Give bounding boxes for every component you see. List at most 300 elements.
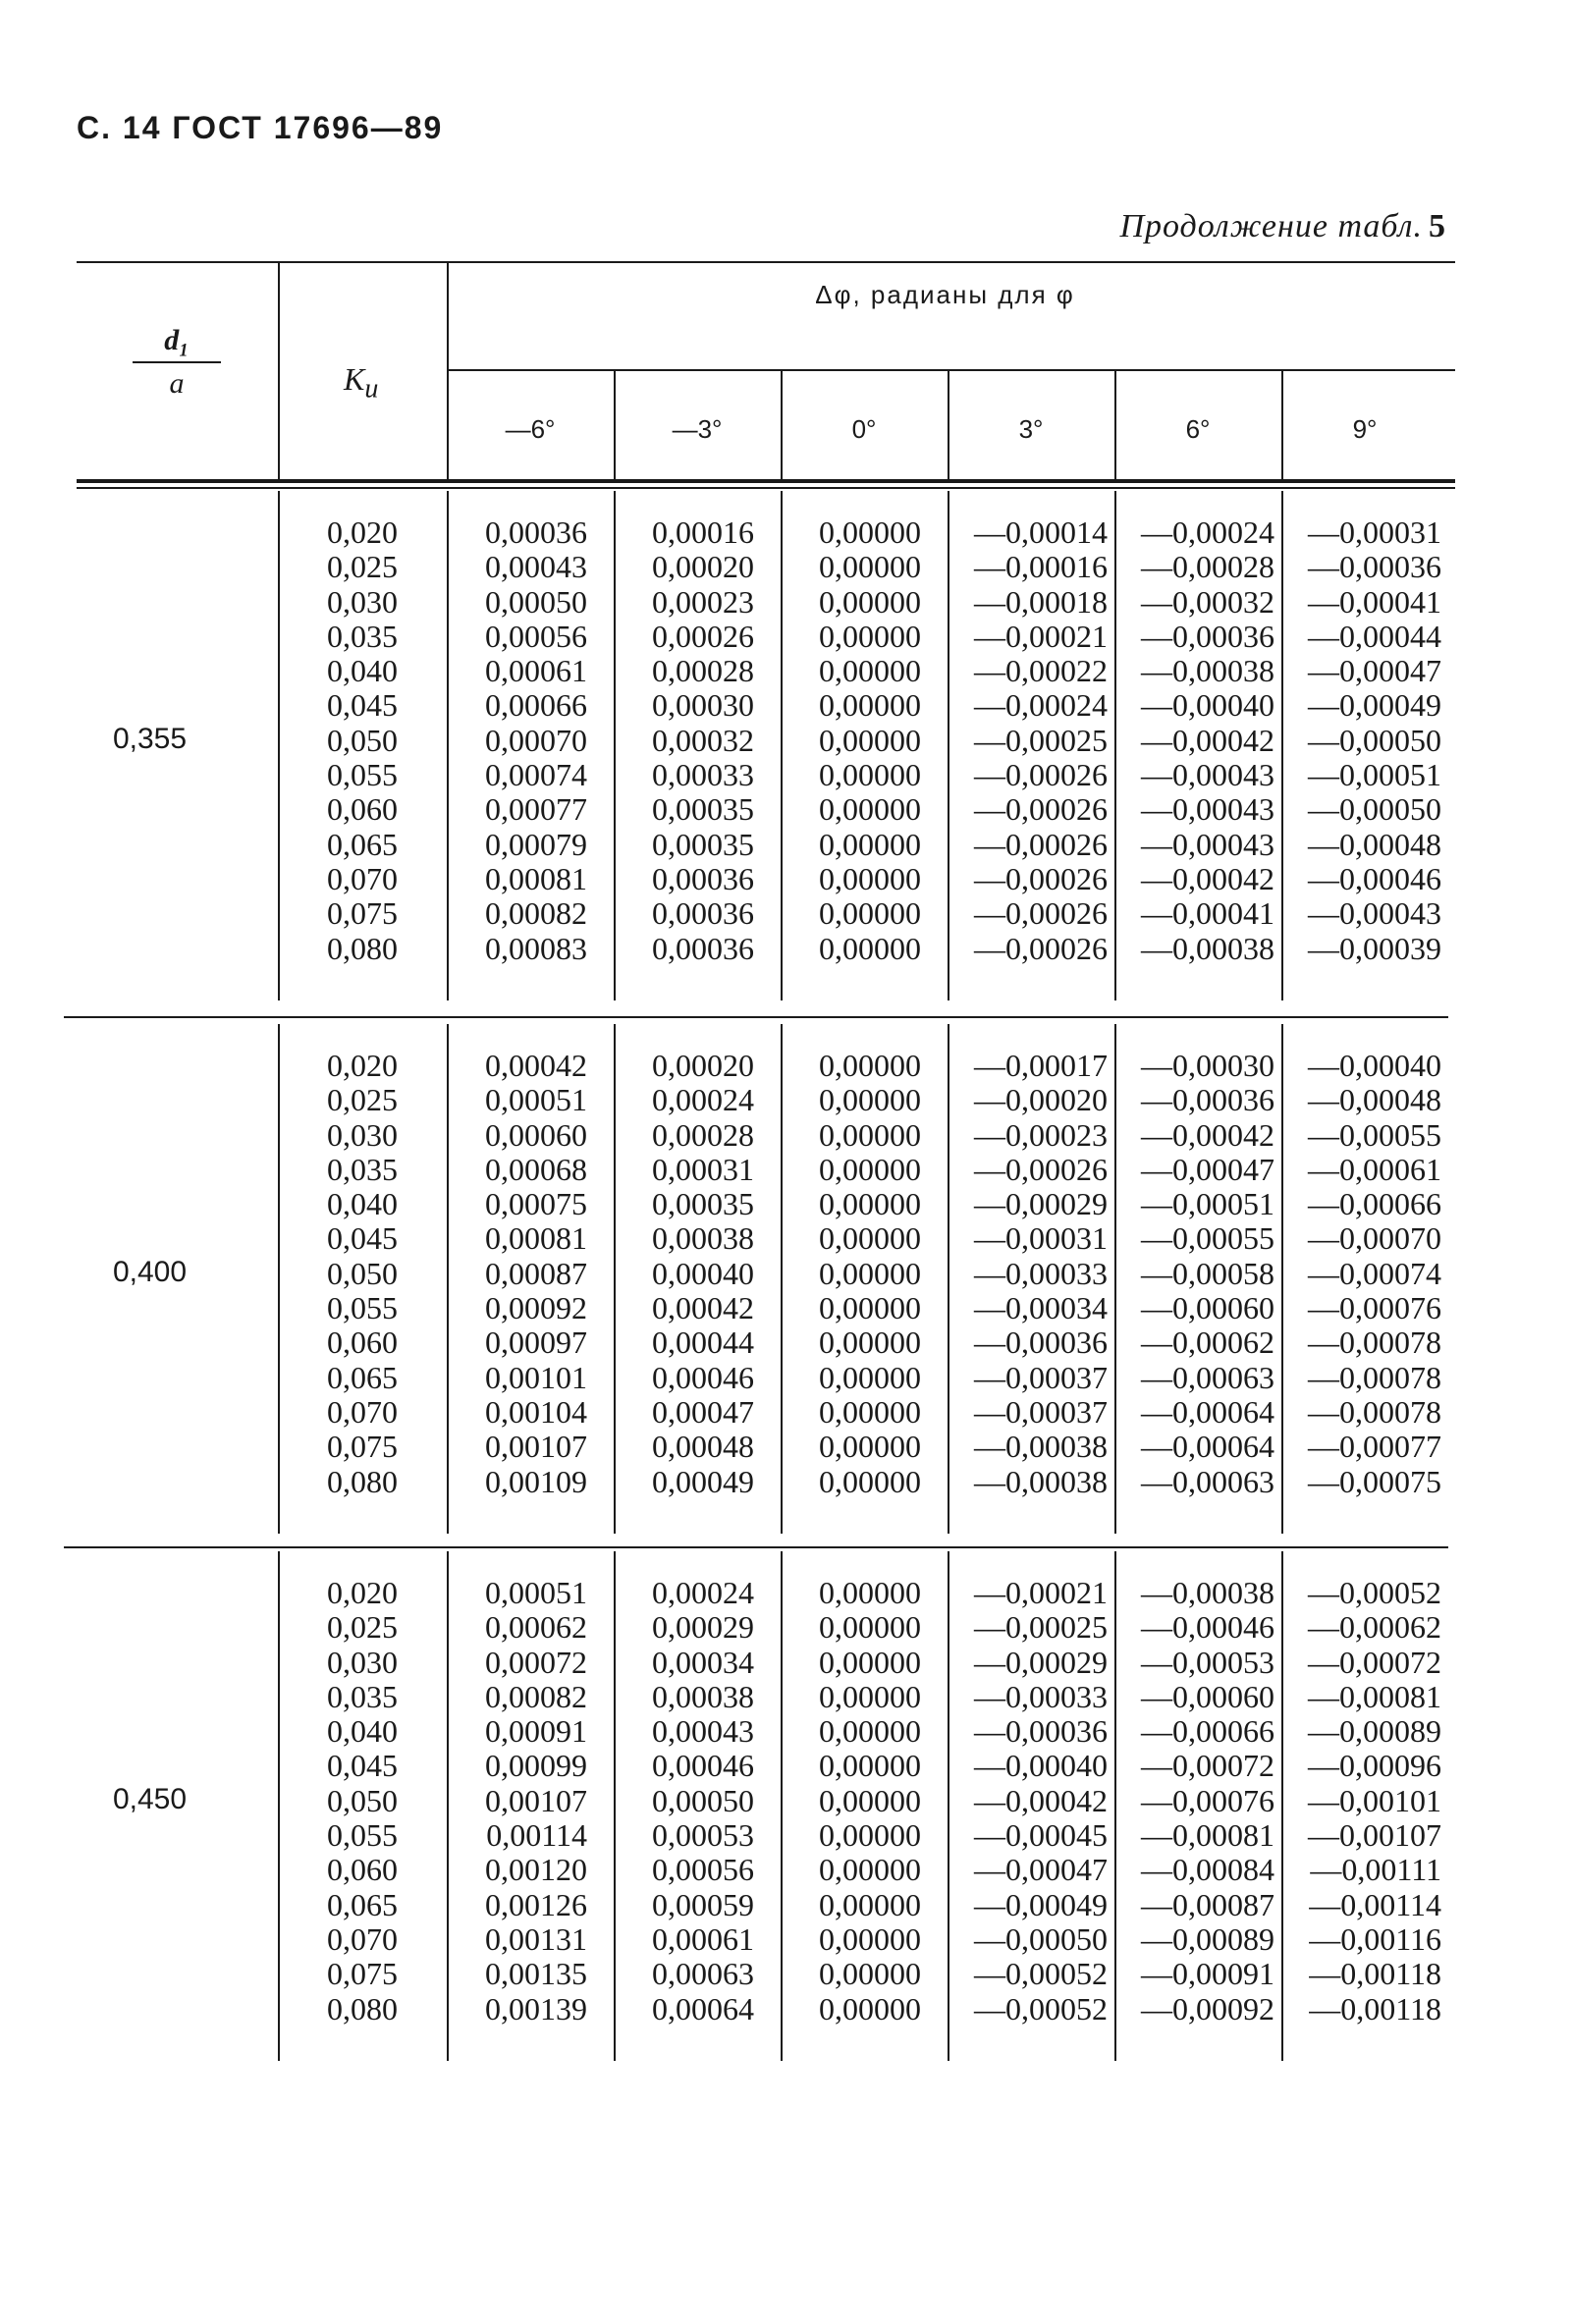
table-cell: 0,00036 (485, 514, 587, 550)
table-cell: —0,00043 (1141, 826, 1274, 862)
column-divider (447, 1551, 449, 2061)
table-cell: —0,00063 (1141, 1359, 1274, 1395)
delta-column (485, 1576, 587, 2027)
table-top-rule (77, 261, 1455, 263)
delta-column (652, 1049, 754, 1499)
table-cell: —0,00025 (974, 722, 1108, 758)
table-cell: 0,00000 (819, 1048, 921, 1083)
table-cell: —0,00024 (1141, 514, 1274, 550)
column-divider (781, 1551, 783, 2061)
table-cell: 0,040 (327, 653, 398, 689)
table-cell: —0,00070 (1308, 1220, 1441, 1257)
table-cell: —0,00118 (1309, 1956, 1441, 1992)
table-cell: 0,030 (327, 1644, 398, 1680)
table-cell: —0,00025 (974, 1609, 1108, 1646)
section-divider (278, 1551, 280, 2061)
table-cell: 0,070 (327, 1920, 398, 1957)
table-cell: —0,00101 (1308, 1782, 1441, 1818)
table-cell: —0,00053 (1141, 1644, 1274, 1680)
table-cell: —0,00044 (1308, 618, 1441, 654)
d1-over-a-value: 0,450 (112, 1783, 188, 1816)
table-cell: —0,00047 (974, 1852, 1108, 1888)
table-cell: 0,040 (327, 1186, 398, 1222)
table-cell: —0,00041 (1308, 583, 1441, 620)
delta-column (819, 515, 921, 966)
table-cell: —0,00014 (974, 514, 1108, 550)
table-cell: 0,00000 (819, 860, 921, 896)
table-cell: —0,00026 (974, 895, 1108, 932)
table-cell: 0,00024 (652, 1575, 754, 1610)
table-cell: 0,00107 (485, 1782, 587, 1818)
table-cell: —0,00066 (1141, 1713, 1274, 1750)
table-cell: 0,00000 (819, 757, 921, 793)
table-cell: —0,00051 (1308, 757, 1441, 793)
table-cell: 0,020 (327, 1575, 398, 1610)
table-cell: 0,00000 (819, 895, 921, 932)
table-cell: 0,00000 (819, 722, 921, 758)
table-cell: 0,00000 (819, 791, 921, 828)
table-cell: —0,00029 (974, 1644, 1108, 1680)
table-cell: 0,00000 (819, 1220, 921, 1257)
table-cell: 0,00000 (819, 1920, 921, 1957)
phi-header-9: 9° (1352, 414, 1378, 444)
table-cell: —0,00049 (974, 1886, 1108, 1922)
table-cell: 0,065 (327, 1886, 398, 1922)
table-cell: 0,030 (327, 583, 398, 620)
table-cell: 0,040 (327, 1713, 398, 1750)
table-cell: 0,00035 (652, 791, 754, 828)
d1-over-a-value: 0,400 (112, 1256, 188, 1289)
table-cell: 0,00040 (652, 1255, 754, 1291)
table-cell: —0,00049 (1308, 687, 1441, 724)
table-cell: —0,00064 (1141, 1393, 1274, 1430)
table-cell: —0,00066 (1308, 1186, 1441, 1222)
header-bottom-rule (77, 479, 1455, 483)
table-cell: 0,060 (327, 791, 398, 828)
table-continuation-label (1119, 208, 1446, 245)
table-cell: —0,00051 (1141, 1186, 1274, 1222)
table-cell: 0,00000 (819, 1713, 921, 1750)
table-cell: 0,00024 (652, 1082, 754, 1118)
table-cell: 0,00000 (819, 1782, 921, 1818)
table-cell: 0,00000 (819, 1324, 921, 1361)
table-cell: —0,00038 (974, 1429, 1108, 1465)
column-divider (614, 1551, 616, 2061)
table-cell: 0,00056 (485, 618, 587, 654)
table-cell: —0,00038 (1141, 930, 1274, 966)
column-divider (447, 1024, 449, 1534)
table-cell: 0,00044 (652, 1324, 754, 1361)
table-cell: —0,00029 (974, 1186, 1108, 1222)
column-divider (948, 491, 949, 1000)
table-cell: —0,00052 (974, 1956, 1108, 1992)
table-cell: —0,00026 (974, 860, 1108, 896)
table-cell: 0,00099 (485, 1748, 587, 1784)
table-cell: 0,00000 (819, 1956, 921, 1992)
table-cell: —0,00026 (974, 757, 1108, 793)
column-divider (1281, 1024, 1283, 1534)
table-cell: 0,00068 (485, 1151, 587, 1187)
table-cell: 0,00109 (485, 1463, 587, 1499)
table-cell: —0,00018 (974, 583, 1108, 620)
delta-column (1308, 1049, 1441, 1499)
delta-column (1141, 1049, 1274, 1499)
table-cell: 0,00042 (485, 1048, 587, 1083)
table-cell: —0,00042 (1141, 860, 1274, 896)
table-cell: 0,00061 (652, 1920, 754, 1957)
table-cell: —0,00026 (974, 826, 1108, 862)
table-cell: —0,00026 (974, 1151, 1108, 1187)
table-cell: 0,00101 (485, 1359, 587, 1395)
table-cell: —0,00028 (1141, 549, 1274, 585)
d1-numerator: d₁ (164, 324, 190, 356)
table-cell: —0,00021 (974, 1575, 1108, 1610)
table-cell: 0,00104 (485, 1393, 587, 1430)
table-cell: —0,00038 (974, 1463, 1108, 1499)
table-cell: —0,00062 (1308, 1609, 1441, 1646)
table-cell: —0,00045 (974, 1817, 1108, 1854)
phi-subheader-rule (447, 369, 1455, 371)
table-cell: —0,00033 (974, 1678, 1108, 1714)
ku-column (327, 515, 398, 966)
k-subscript: u (364, 373, 379, 405)
column-divider (948, 1024, 949, 1534)
table-cell: 0,00020 (652, 549, 754, 585)
table-cell: —0,00060 (1141, 1290, 1274, 1326)
table-cell: 0,00062 (485, 1609, 587, 1646)
table-cell: 0,00126 (485, 1886, 587, 1922)
table-cell: 0,00061 (485, 653, 587, 689)
table-cell: 0,060 (327, 1324, 398, 1361)
table-cell: 0,065 (327, 826, 398, 862)
table-cell: 0,00051 (485, 1575, 587, 1610)
table-cell: 0,00000 (819, 1609, 921, 1646)
table-cell: —0,00114 (1309, 1886, 1441, 1922)
table-cell: 0,00033 (652, 757, 754, 793)
table-cell: —0,00087 (1141, 1886, 1274, 1922)
ku-column (327, 1576, 398, 2027)
table-cell: 0,00139 (485, 1990, 587, 2027)
table-cell: —0,00039 (1308, 930, 1441, 966)
table-cell: —0,00021 (974, 618, 1108, 654)
column-divider (614, 1024, 616, 1534)
delta-column (974, 1049, 1108, 1499)
column-divider (948, 1551, 949, 2061)
table-cell: —0,00050 (974, 1920, 1108, 1957)
table-cell: 0,00000 (819, 1082, 921, 1118)
table-cell: —0,00089 (1141, 1920, 1274, 1957)
table-cell: —0,00020 (974, 1082, 1108, 1118)
table-cell: —0,00060 (1141, 1678, 1274, 1714)
table-cell: —0,00091 (1141, 1956, 1274, 1992)
table-cell: —0,00096 (1308, 1748, 1441, 1784)
table-cell: 0,025 (327, 1609, 398, 1646)
ku-header (344, 361, 378, 405)
table-cell: —0,00043 (1308, 895, 1441, 932)
d1-over-a-value: 0,355 (112, 723, 188, 756)
table-cell: —0,00089 (1308, 1713, 1441, 1750)
delta-column (1308, 1576, 1441, 2027)
table-cell: —0,00116 (1309, 1920, 1441, 1957)
table-cell: —0,00076 (1141, 1782, 1274, 1818)
column-divider (447, 491, 449, 1000)
table-cell: 0,00049 (652, 1463, 754, 1499)
table-cell: 0,030 (327, 1116, 398, 1153)
table-cell: —0,00037 (974, 1359, 1108, 1395)
table-cell: 0,075 (327, 1956, 398, 1992)
delta-header: Δφ, радианы для φ (815, 280, 1075, 309)
table-cell: 0,025 (327, 549, 398, 585)
delta-column (652, 515, 754, 966)
table-cell: —0,00052 (1308, 1575, 1441, 1610)
phi-header-3: 3° (1018, 414, 1044, 444)
table-cell: 0,080 (327, 930, 398, 966)
column-divider (614, 491, 616, 1000)
table-cell: —0,00042 (1141, 1116, 1274, 1153)
table-cell: 0,00020 (652, 1048, 754, 1083)
table-cell: —0,00078 (1308, 1324, 1441, 1361)
table-cell: 0,00081 (485, 1220, 587, 1257)
table-cell: —0,00031 (974, 1220, 1108, 1257)
table-cell: 0,00035 (652, 826, 754, 862)
column-divider (1114, 491, 1116, 1000)
table-cell: —0,00047 (1308, 653, 1441, 689)
head-divider-1 (278, 261, 280, 479)
table-cell: 0,00083 (485, 930, 587, 966)
column-divider (781, 491, 783, 1000)
table-cell: 0,00048 (652, 1429, 754, 1465)
table-cell: —0,00026 (974, 930, 1108, 966)
table-cell: 0,00000 (819, 583, 921, 620)
table-cell: —0,00078 (1308, 1359, 1441, 1395)
table-cell: 0,00036 (652, 895, 754, 932)
delta-column (1141, 515, 1274, 966)
table-cell: 0,045 (327, 687, 398, 724)
table-cell: —0,00046 (1308, 860, 1441, 896)
table-cell: 0,065 (327, 1359, 398, 1395)
table-cell: —0,00026 (974, 791, 1108, 828)
d1-denominator: a (169, 367, 185, 400)
table-cell: —0,00032 (1141, 583, 1274, 620)
table-cell: 0,00000 (819, 1429, 921, 1465)
table-cell: —0,00111 (1310, 1852, 1441, 1888)
table-cell: 0,00000 (819, 653, 921, 689)
table-cell: —0,00107 (1308, 1817, 1441, 1854)
table-cell: 0,00079 (485, 826, 587, 862)
table-cell: 0,00051 (485, 1082, 587, 1118)
table-cell: 0,00046 (652, 1748, 754, 1784)
table-cell: 0,00016 (652, 514, 754, 550)
table-cell: —0,00052 (974, 1990, 1108, 2027)
table-cell: 0,00035 (652, 1186, 754, 1222)
table-cell: 0,00000 (819, 1990, 921, 2027)
table-cell: 0,00000 (819, 1463, 921, 1499)
table-cell: 0,080 (327, 1463, 398, 1499)
table-cell: 0,00034 (652, 1644, 754, 1680)
table-cell: —0,00050 (1308, 722, 1441, 758)
delta-column (974, 515, 1108, 966)
table-cell: —0,00041 (1141, 895, 1274, 932)
table-cell: 0,055 (327, 1817, 398, 1854)
table-cell: 0,00097 (485, 1324, 587, 1361)
table-cell: —0,00036 (974, 1713, 1108, 1750)
table-cell: 0,045 (327, 1220, 398, 1257)
table-cell: 0,00000 (819, 1359, 921, 1395)
table-cell: —0,00058 (1141, 1255, 1274, 1291)
table-cell: 0,00046 (652, 1359, 754, 1395)
table-cell: 0,055 (327, 1290, 398, 1326)
delta-column (819, 1576, 921, 2027)
table-cell: 0,00075 (485, 1186, 587, 1222)
table-cell: —0,00040 (974, 1748, 1108, 1784)
table-cell: 0,00114 (486, 1817, 587, 1854)
table-cell: 0,00074 (485, 757, 587, 793)
table-cell: 0,00000 (819, 1393, 921, 1430)
table-cell: —0,00078 (1308, 1393, 1441, 1430)
table-cell: 0,020 (327, 1048, 398, 1083)
table-cell: —0,00043 (1141, 757, 1274, 793)
table-cell: 0,075 (327, 895, 398, 932)
table-cell: 0,00059 (652, 1886, 754, 1922)
table-cell: 0,00072 (485, 1644, 587, 1680)
ku-column (327, 1049, 398, 1499)
table-cell: 0,00000 (819, 1886, 921, 1922)
table-cell: —0,00036 (1308, 549, 1441, 585)
table-cell: 0,00029 (652, 1609, 754, 1646)
table-cell: 0,00060 (485, 1116, 587, 1153)
table-cell: —0,00075 (1308, 1463, 1441, 1499)
table-cell: —0,00040 (1308, 1048, 1441, 1083)
table-cell: 0,075 (327, 1429, 398, 1465)
table-cell: 0,00000 (819, 1116, 921, 1153)
table-cell: —0,00024 (974, 687, 1108, 724)
table-cell: 0,00070 (485, 722, 587, 758)
column-divider (1114, 1024, 1116, 1534)
table-cell: 0,00050 (652, 1782, 754, 1818)
table-cell: 0,00043 (652, 1713, 754, 1750)
table-cell: —0,00030 (1141, 1048, 1274, 1083)
table-cell: —0,00022 (974, 653, 1108, 689)
table-cell: 0,00038 (652, 1678, 754, 1714)
delta-column (485, 1049, 587, 1499)
table-cell: —0,00081 (1308, 1678, 1441, 1714)
phi-header-6: 6° (1185, 414, 1211, 444)
section-divider (278, 491, 280, 1000)
table-cell: —0,00050 (1308, 791, 1441, 828)
table-cell: —0,00061 (1308, 1151, 1441, 1187)
table-cell: —0,00081 (1141, 1817, 1274, 1854)
table-cell: 0,00023 (652, 583, 754, 620)
table-cell: 0,050 (327, 1255, 398, 1291)
table-cell: 0,00000 (819, 1678, 921, 1714)
table-cell: —0,00048 (1308, 826, 1441, 862)
table-cell: 0,00000 (819, 1151, 921, 1187)
table-cell: 0,00000 (819, 1852, 921, 1888)
delta-column (1141, 1576, 1274, 2027)
table-cell: —0,00038 (1141, 653, 1274, 689)
table-cell: —0,00016 (974, 549, 1108, 585)
table-cell: 0,00026 (652, 618, 754, 654)
section-separator (64, 1016, 1448, 1018)
column-divider (1114, 1551, 1116, 2061)
table-cell: 0,050 (327, 722, 398, 758)
k-label: K (344, 361, 365, 397)
table-cell: —0,00063 (1141, 1463, 1274, 1499)
table-cell: —0,00038 (1141, 1575, 1274, 1610)
table-cell: —0,00076 (1308, 1290, 1441, 1326)
table-cell: 0,00000 (819, 687, 921, 724)
table-cell: 0,035 (327, 618, 398, 654)
table-cell: 0,070 (327, 860, 398, 896)
table-cell: 0,00063 (652, 1956, 754, 1992)
table-cell: 0,00028 (652, 1116, 754, 1153)
table-cell: 0,00000 (819, 1186, 921, 1222)
table-cell: —0,00084 (1141, 1852, 1274, 1888)
column-divider (1281, 1551, 1283, 2061)
table-cell: 0,00000 (819, 1290, 921, 1326)
table-cell: 0,00000 (819, 1817, 921, 1854)
table-cell: 0,00077 (485, 791, 587, 828)
table-cell: 0,00050 (485, 583, 587, 620)
table-cell: 0,00000 (819, 1644, 921, 1680)
header-bottom-rule-2 (77, 487, 1455, 489)
table-cell: —0,00040 (1141, 687, 1274, 724)
table-cell: —0,00033 (974, 1255, 1108, 1291)
table-cell: —0,00046 (1141, 1609, 1274, 1646)
table-cell: 0,00000 (819, 1255, 921, 1291)
table-cell: 0,00082 (485, 1678, 587, 1714)
table-cell: —0,00031 (1308, 514, 1441, 550)
table-cell: —0,00118 (1309, 1990, 1441, 2027)
delta-column (974, 1576, 1108, 2027)
phi-header-minus3: —3° (672, 414, 723, 444)
table-cell: 0,00066 (485, 687, 587, 724)
table-cell: 0,055 (327, 757, 398, 793)
delta-column (819, 1049, 921, 1499)
table-cell: 0,00047 (652, 1393, 754, 1430)
table-cell: —0,00017 (974, 1048, 1108, 1083)
continuation-text: Продолжение табл. (1119, 208, 1423, 244)
table-cell: 0,035 (327, 1151, 398, 1187)
table-cell: 0,00107 (485, 1429, 587, 1465)
table-cell: —0,00048 (1308, 1082, 1441, 1118)
table-cell: 0,080 (327, 1990, 398, 2027)
table-cell: 0,00036 (652, 860, 754, 896)
table-cell: 0,00053 (652, 1817, 754, 1854)
table-cell: 0,00000 (819, 549, 921, 585)
table-cell: 0,00000 (819, 1575, 921, 1610)
table-cell: —0,00036 (1141, 1082, 1274, 1118)
delta-column (652, 1576, 754, 2027)
table-cell: 0,00135 (485, 1956, 587, 1992)
table-cell: —0,00072 (1141, 1748, 1274, 1784)
table-cell: —0,00077 (1308, 1429, 1441, 1465)
table-cell: —0,00062 (1141, 1324, 1274, 1361)
section-separator (64, 1546, 1448, 1548)
table-cell: 0,00064 (652, 1990, 754, 2027)
table-cell: 0,00120 (485, 1852, 587, 1888)
table-cell: 0,00000 (819, 618, 921, 654)
table-cell: 0,070 (327, 1393, 398, 1430)
table-cell: 0,00000 (819, 514, 921, 550)
column-divider (781, 1024, 783, 1534)
table-cell: 0,00082 (485, 895, 587, 932)
table-cell: 0,050 (327, 1782, 398, 1818)
fraction-bar (133, 361, 221, 363)
table-cell: —0,00055 (1141, 1220, 1274, 1257)
table-cell: —0,00055 (1308, 1116, 1441, 1153)
table-cell: —0,00074 (1308, 1255, 1441, 1291)
